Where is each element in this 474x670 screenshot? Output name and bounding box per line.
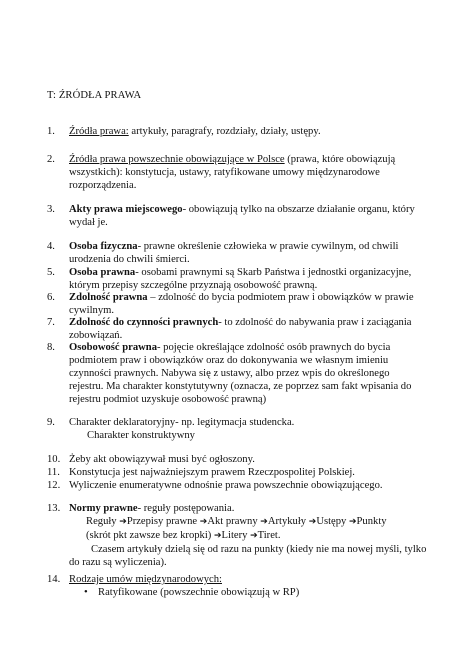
list-item: 13. Normy prawne- reguły postępowania. Reguły ➔Przepisy prawne ➔Akt prawny ➔Artykuły ➔Ustępy ➔Punkty (skrót pkt zawsze bez kropki) ➔Litery ➔Tiret. Czasem artykuły dzielą się od razu na punkty (kiedy nie ma nowej myśli, tylko do razu są wyliczenia). (47, 503, 427, 568)
list-item: 1. Źródła prawa: artykuły, paragrafy, rozdziały, działy, ustępy. (47, 126, 321, 137)
list-item: 10. Żeby akt obowiązywał musi być ogłoszony. (47, 454, 255, 465)
list-item: 2. Źródła prawa powszechnie obowiązujące w Polsce (prawa, które obowiązują wszystkich): konstytucja, ustawy, ratyfikowane umowy międzynarodowe rozporządzenia. (47, 154, 396, 191)
arrow-right-icon: ➔ (199, 517, 208, 527)
arrow-right-icon: ➔ (250, 531, 258, 541)
list-item: 12. Wyliczenie enumeratywne odnośnie prawa powszechnie obowiązującego. (47, 480, 383, 491)
arrow-right-icon: ➔ (260, 517, 268, 527)
arrow-right-icon: ➔ (119, 517, 127, 527)
list-item: 14. Rodzaje umów międzynarodowych: (47, 574, 222, 585)
page-title: T: ŹRÓDŁA PRAWA (47, 90, 142, 101)
list-item: 9. Charakter deklaratoryjny- np. legitymacja studencka. Charakter konstruktywny (47, 417, 295, 441)
bullet-item: • Ratyfikowane (powszechnie obowiązują w RP) (84, 587, 300, 598)
list-item: 7. Zdolność do czynności prawnych- to zdolność do nabywania praw i zaciągania zobowiązań. (47, 317, 412, 341)
list-item: 4. Osoba fizyczna- prawne określenie człowieka w prawie cywilnym, od chwili urodzenia do chwili śmierci. (47, 241, 399, 265)
arrow-right-icon: ➔ (348, 517, 357, 527)
bullet-icon: • (84, 587, 88, 598)
list-item: 8. Osobowość prawna- pojęcie określające zdolność osób prawnych do bycia podmiotem praw i obowiązków oraz do dokonywania we własnym imieniu czynności prawnych. Nabywa się z ustawy, albo przez wpis do określonego rejestru. Ma charakter konstytutywny (oznacza, ze poprzez sam fakt wpisania do rejestru podmiot uzyskuje osobowość prawną) (47, 342, 412, 405)
list-item: 11. Konstytucja jest najważniejszym prawem Rzeczpospolitej Polskiej. (47, 467, 355, 478)
list-item: 6. Zdolność prawna – zdolność do bycia podmiotem praw i obowiązków w prawie cywilnym. (47, 292, 414, 316)
arrow-right-icon: ➔ (213, 531, 222, 541)
list-item: 3. Akty prawa miejscowego- obowiązują tylko na obszarze działanie organu, który wydał je. (47, 204, 415, 228)
list-item: 5. Osoba prawna- osobami prawnymi są Skarb Państwa i jednostki organizacyjne, którym przepisy szczególne przyznają osobowość prawną. (47, 267, 412, 291)
arrow-right-icon: ➔ (308, 517, 317, 527)
